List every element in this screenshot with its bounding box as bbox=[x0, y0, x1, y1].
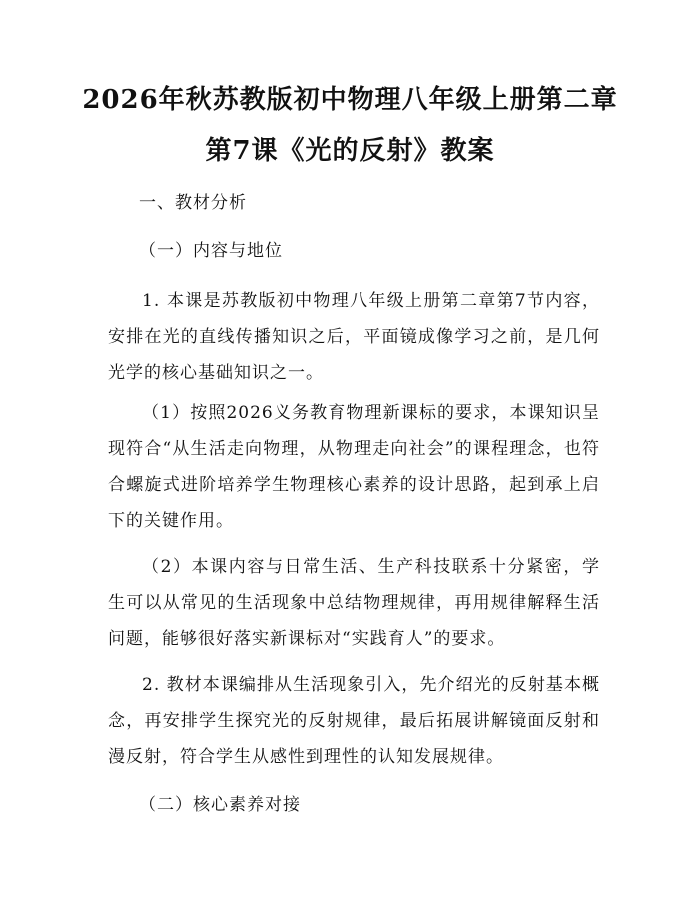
document-title-line-1: 2026年秋苏教版初中物理八年级上册第二章 bbox=[82, 85, 618, 115]
paragraph-4: 2. 教材本课编排从生活现象引入，先介绍光的反射基本概念，再安排学生探究光的反射规律，最后拓展讲解镜面反射和漫反射，符合学生从感性到理性的认知发展规律。 bbox=[108, 675, 600, 767]
subsection-heading-core-literacy: （二）核心素养对接 bbox=[139, 795, 301, 815]
paragraph-2: （1）按照2026义务教育物理新课标的要求，本课知识呈现符合“从生活走向物理，从物理走向社会”的课程理念，也符合螺旋式进阶培养学生物理核心素养的设计思路，起到承上启下的关键作用。 bbox=[108, 403, 600, 531]
section-heading-textbook-analysis: 一、教材分析 bbox=[139, 193, 247, 213]
paragraph-1: 1. 本课是苏教版初中物理八年级上册第二章第7节内容，安排在光的直线传播知识之后，平面镜成像学习之前，是几何光学的核心基础知识之一。 bbox=[108, 291, 600, 383]
subsection-heading-content-position: （一）内容与地位 bbox=[139, 241, 283, 261]
document-title-line-2: 第7课《光的反射》教案 bbox=[205, 136, 495, 166]
paragraph-3: （2）本课内容与日常生活、生产科技联系十分紧密，学生可以从常见的生活现象中总结物理规律，再用规律解释生活问题，能够很好落实新课标对“实践育人”的要求。 bbox=[108, 557, 600, 649]
